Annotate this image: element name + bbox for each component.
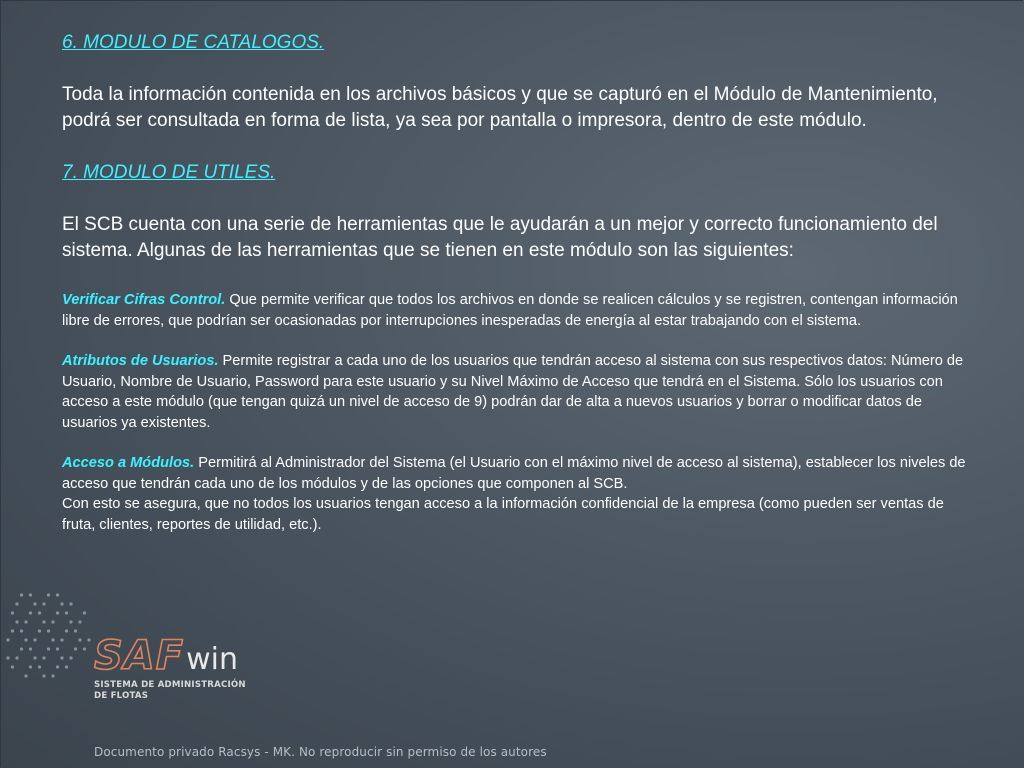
tool-text: Que permite verificar que todos los archivos en donde se realicen cálculos y se registren, contengan información libre de errores, que podrían ser ocasionadas por interrupciones inesperadas de energía al estar trabajando con el sistema.	[62, 292, 958, 329]
paragraph-utiles: El SCB cuenta con una serie de herramientas que le ayudarán a un mejor y correcto funcionamiento del sistema. Algunas de las herramientas que se tienen en este módulo son las siguientes:	[62, 214, 938, 261]
tool-term: Verificar Cifras Control.	[62, 292, 226, 308]
tool-term: Atributos de Usuarios.	[62, 353, 219, 369]
section-title-utiles: 7. MODULO DE UTILES.	[62, 162, 276, 183]
logo-subtitle	[94, 680, 246, 702]
logo-suffix: win	[186, 642, 238, 677]
logo-subtitle-line2: DE FLOTAS	[94, 691, 149, 701]
safwin-logo	[94, 632, 246, 702]
tool-text-continued: Con esto se asegura, que no todos los usuarios tengan acceso a la información confidencial de la empresa (como pueden ser ventas de fruta, clientes, reportes de utilidad, etc.).	[62, 496, 944, 533]
slide-content	[62, 30, 967, 535]
paragraph-catalogos: Toda la información contenida en los archivos básicos y que se capturó en el Módulo de Mantenimiento, podrá ser consultada en forma de lista, ya sea por pantalla o impresora, dentro de este módulo.	[62, 84, 938, 131]
tool-atributos-usuarios	[62, 351, 967, 433]
logo-brand: SAF	[94, 633, 185, 679]
section-title-catalogos: 6. MODULO DE CATALOGOS.	[62, 32, 325, 53]
footer-disclaimer: Documento privado Racsys - MK. No reproducir sin permiso de los autores	[94, 745, 547, 759]
tool-text: Permite registrar a cada uno de los usuarios que tendrán acceso al sistema con sus respectivos datos: Número de Usuario, Nombre de Usuario, Password para este usuario y su Nivel Máximo de Acceso que tendrá en el Sistema. Sólo los usuarios con acceso a este módulo (que tengan quizá un nivel de acceso de 9) podrán dar de alta a nuevos usuarios y borrar o modificar datos de usuarios ya existentes.	[62, 353, 964, 431]
tool-acceso-modulos	[62, 453, 967, 535]
decorative-dots-icon	[0, 560, 100, 710]
logo-subtitle-line1: SISTEMA DE ADMINISTRACIÓN	[94, 680, 246, 690]
tool-text: Permitirá al Administrador del Sistema (el Usuario con el máximo nivel de acceso al sistema), establecer los niveles de acceso que tendrán cada uno de los módulos y de las opciones que componen al SCB.	[62, 455, 966, 492]
tool-verificar-cifras	[62, 290, 967, 331]
tool-term: Acceso a Módulos.	[62, 455, 195, 471]
